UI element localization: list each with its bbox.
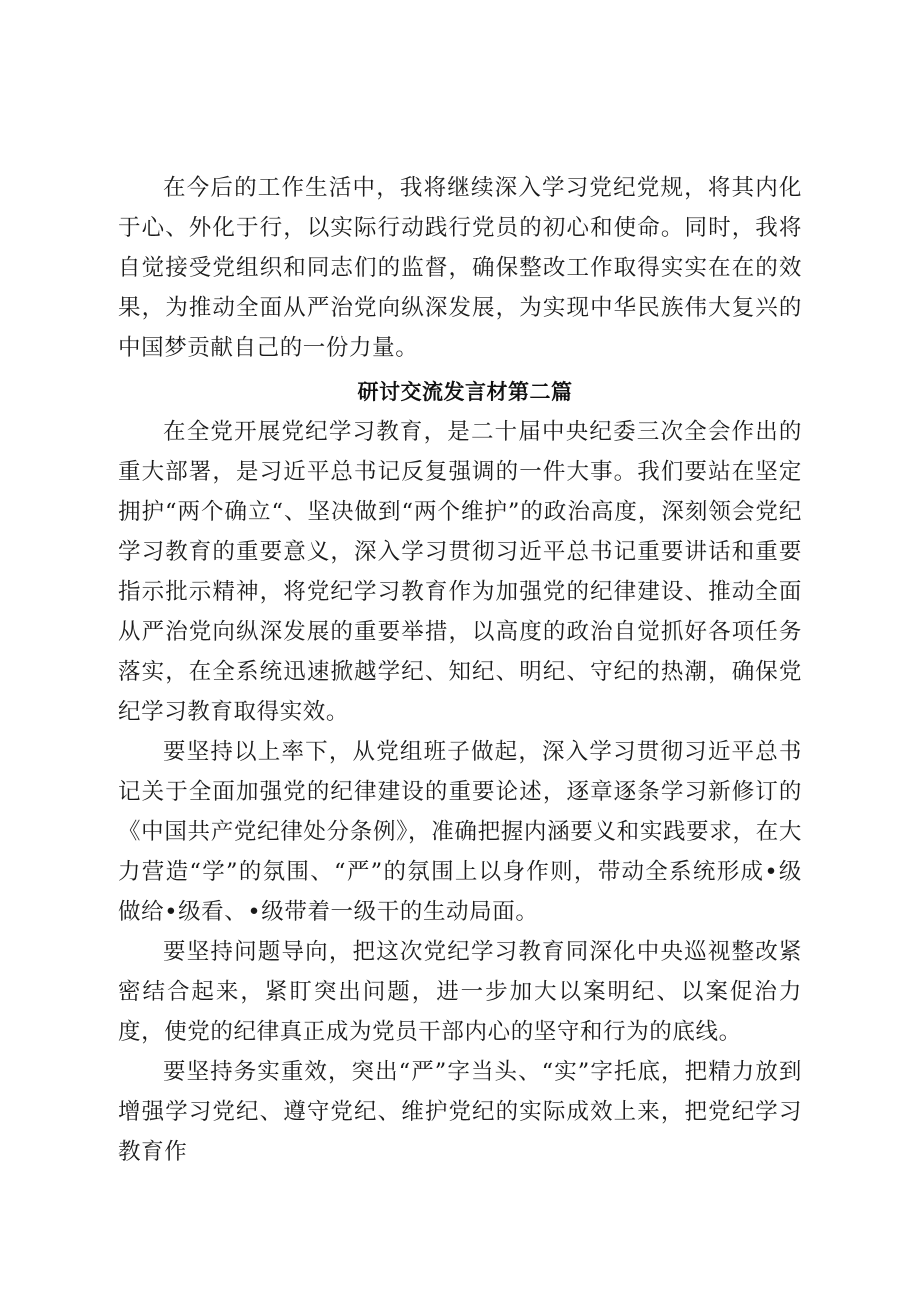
section-heading: 研讨交流发言材第二篇 [357, 380, 573, 404]
document-body [118, 168, 802, 1172]
paragraph-practical-results: 要坚持务实重效，突出“严”字当头、“实”字托底，把精力放到增强学习党纪、遵守党纪、维护党纪的实际成效上来，把党纪学习教育作 [118, 1059, 802, 1165]
paragraph-problem-oriented: 要坚持问题导向，把这次党纪学习教育同深化中央巡视整改紧密结合起来，紧盯突出问题，进一步加大以案明纪、以案促治力度，使党的纪律真正成为党员干部内心的坚守和行为的底线。 [118, 939, 802, 1045]
paragraph-lead-by-example: 要坚持以上率下，从党组班子做起，深入学习贯彻习近平总书记关于全面加强党的纪律建设的重要论述，逐章逐条学习新修订的《中国共产党纪律处分条例》，准确把握内涵要义和实践要求，在大力营造“学”的氛围、“严”的氛围上以身作则，带动全系统形成•级做给•级看、•级带着一级干的生动局面。 [118, 739, 802, 925]
paragraph-closing-remarks: 在今后的工作生活中，我将继续深入学习党纪党规，将其内化于心、外化于行，以实际行动践行党员的初心和使命。同时，我将自觉接受党组织和同志们的监督，确保整改工作取得实实在在的效果，为推动全面从严治党向纵深发展，为实现中华民族伟大复兴的中国梦贡献自己的一份力量。 [118, 175, 802, 361]
paragraph-party-discipline-education: 在全党开展党纪学习教育，是二十届中央纪委三次全会作出的重大部署，是习近平总书记反复强调的一件大事。我们要站在坚定拥护“两个确立“、坚决做到“两个维护”的政治高度，深刻领会党纪学习教育的重要意义，深入学习贯彻习近平总书记重要讲话和重要指示批示精神，将党纪学习教育作为加强党的纪律建设、推动全面从严治党向纵深发展的重要举措，以高度的政治自觉抓好各项任务落实，在全系统迅速掀越学纪、知纪、明纪、守纪的热潮，确保党纪学习教育取得实效。 [118, 419, 802, 725]
